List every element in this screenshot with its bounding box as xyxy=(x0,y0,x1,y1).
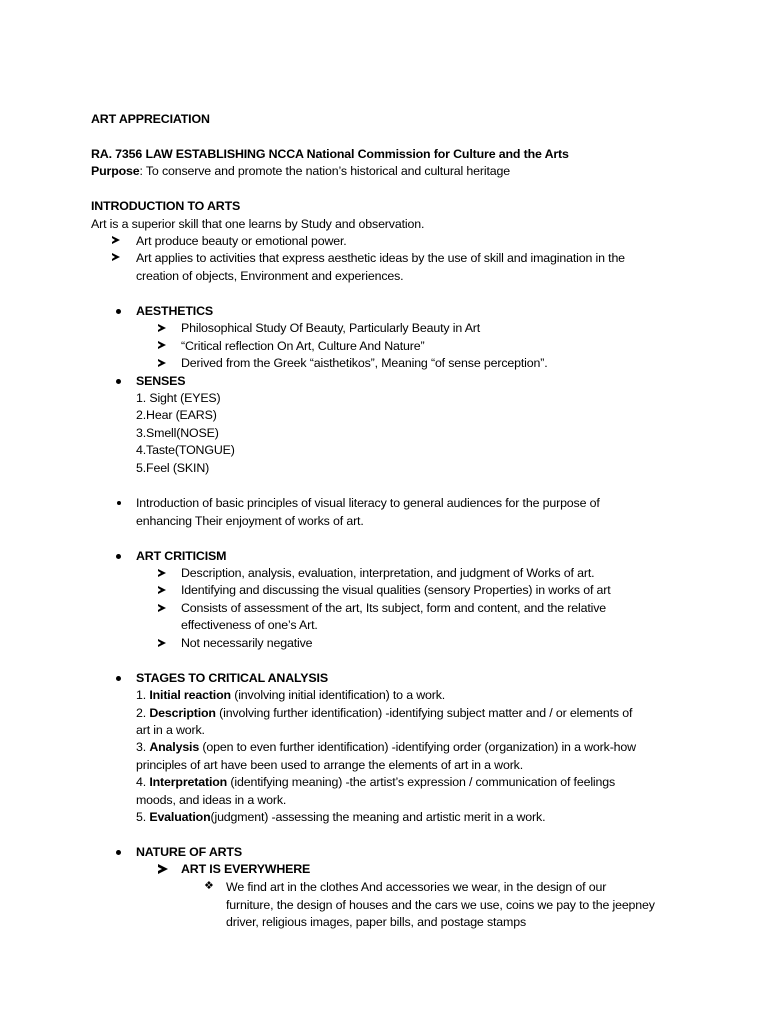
aesthetics-heading: AESTHETICS xyxy=(136,304,213,318)
stage-item-cont: art in a work. xyxy=(136,723,205,737)
arrow-bullet-icon xyxy=(112,253,120,261)
stage-item xyxy=(136,687,445,703)
bullet-icon xyxy=(116,850,121,855)
bullet-icon xyxy=(117,501,121,505)
arrow-bullet-icon xyxy=(158,586,166,594)
intro-definition: Art is a superior skill that one learns by Study and observation. xyxy=(91,217,425,231)
intro-point-cont: creation of objects, Environment and experiences. xyxy=(136,269,404,283)
bullet-icon xyxy=(116,379,121,384)
stage-number: 4. xyxy=(136,775,150,789)
visual-literacy-line: enhancing Their enjoyment of works of art. xyxy=(136,514,364,528)
visual-literacy-line: Introduction of basic principles of visual literacy to general audiences for the purpose of xyxy=(136,496,600,510)
arrow-bullet-icon xyxy=(158,359,166,367)
aesthetics-point: “Critical reflection On Art, Culture And Nature” xyxy=(181,339,425,353)
criticism-point: Not necessarily negative xyxy=(181,636,313,650)
ra-heading: RA. 7356 LAW ESTABLISHING NCCA National Commission for Culture and the Arts xyxy=(91,147,569,161)
stage-item xyxy=(136,705,632,721)
purpose-label: Purpose xyxy=(91,164,140,178)
stage-item xyxy=(136,739,636,755)
purpose-text: : To conserve and promote the nation’s historical and cultural heritage xyxy=(139,164,511,178)
bullet-icon xyxy=(116,554,121,559)
stage-item-cont: moods, and ideas in a work. xyxy=(136,793,287,807)
nature-line: We find art in the clothes And accessories we wear, in the design of our xyxy=(226,880,607,894)
bullet-icon xyxy=(116,309,121,314)
nature-line: driver, religious images, paper bills, and postage stamps xyxy=(226,915,526,929)
arrow-bullet-icon xyxy=(158,569,166,577)
intro-heading: INTRODUCTION TO ARTS xyxy=(91,199,241,213)
criticism-point-cont: effectiveness of one’s Art. xyxy=(181,618,318,632)
nature-subheading: ART IS EVERYWHERE xyxy=(181,862,311,876)
stage-term: Initial reaction xyxy=(149,688,231,702)
sense-item: 1. Sight (EYES) xyxy=(136,391,221,405)
nature-heading: NATURE OF ARTS xyxy=(136,845,242,859)
stage-item xyxy=(136,774,615,790)
stage-number: 2. xyxy=(136,706,150,720)
nature-line: furniture, the design of houses and the cars we use, coins we pay to the jeepney xyxy=(226,898,655,912)
criticism-point: Description, analysis, evaluation, interpretation, and judgment of Works of art. xyxy=(181,566,595,580)
stage-item xyxy=(136,809,545,825)
arrow-bullet-icon xyxy=(112,236,120,244)
purpose-line xyxy=(91,163,510,179)
stage-description: (involving further identification) -identifying subject matter and / or elements of xyxy=(215,706,633,720)
arrow-bullet-icon xyxy=(158,864,168,874)
stage-term: Description xyxy=(149,706,216,720)
stage-item-cont: principles of art have been used to arrange the elements of art in a work. xyxy=(136,758,524,772)
intro-point: Art applies to activities that express aesthetic ideas by the use of skill and imagination in the xyxy=(136,251,625,265)
stage-description: (involving initial identification) to a work. xyxy=(230,688,446,702)
stage-description: (open to even further identification) -identifying order (organization) in a work-how xyxy=(199,740,636,754)
arrow-bullet-icon xyxy=(158,604,166,612)
criticism-heading: ART CRITICISM xyxy=(136,549,227,563)
intro-point: Art produce beauty or emotional power. xyxy=(136,234,347,248)
bullet-icon xyxy=(116,676,121,681)
stages-heading: STAGES TO CRITICAL ANALYSIS xyxy=(136,671,328,685)
document-title: ART APPRECIATION xyxy=(91,112,210,126)
sense-item: 5.Feel (SKIN) xyxy=(136,461,210,475)
criticism-point: Consists of assessment of the art, Its subject, form and content, and the relative xyxy=(181,601,607,615)
senses-heading: SENSES xyxy=(136,374,186,388)
sense-item: 4.Taste(TONGUE) xyxy=(136,443,235,457)
stage-number: 5. xyxy=(136,810,150,824)
aesthetics-point: Philosophical Study Of Beauty, Particularly Beauty in Art xyxy=(181,321,481,335)
stage-term: Interpretation xyxy=(149,775,228,789)
sense-item: 3.Smell(NOSE) xyxy=(136,426,219,440)
criticism-point: Identifying and discussing the visual qualities (sensory Properties) in works of art xyxy=(181,583,611,597)
stage-number: 3. xyxy=(136,740,150,754)
arrow-bullet-icon xyxy=(158,639,166,647)
stage-description: (identifying meaning) -the artist’s expression / communication of feelings xyxy=(227,775,616,789)
stage-term: Evaluation xyxy=(149,810,211,824)
arrow-bullet-icon xyxy=(158,341,166,349)
stage-number: 1. xyxy=(136,688,150,702)
stage-description: (judgment) -assessing the meaning and artistic merit in a work. xyxy=(210,810,546,824)
sense-item: 2.Hear (EARS) xyxy=(136,408,217,422)
stage-term: Analysis xyxy=(149,740,200,754)
arrow-bullet-icon xyxy=(158,324,166,332)
aesthetics-point: Derived from the Greek “aisthetikos”, Meaning “of sense perception”. xyxy=(181,356,548,370)
diamond-bullet-icon: ❖ xyxy=(204,880,214,892)
